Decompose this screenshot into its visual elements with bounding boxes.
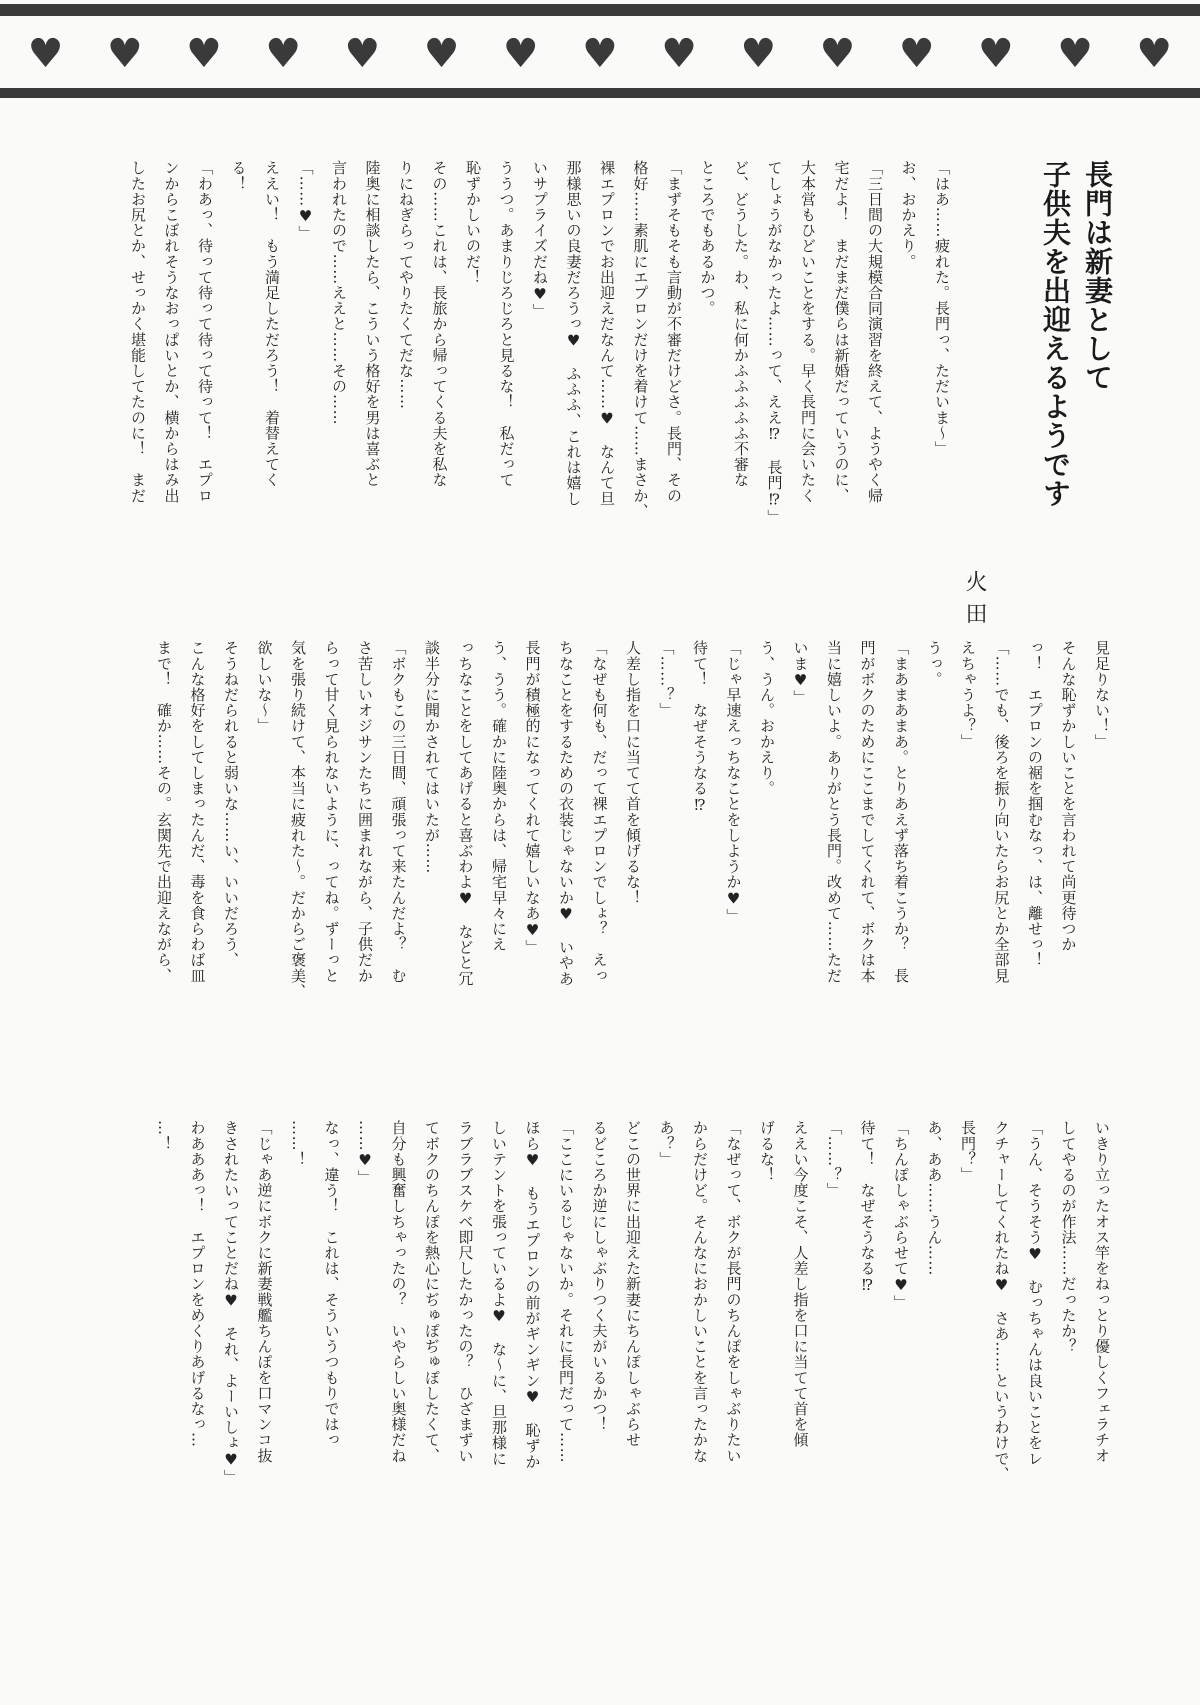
story-page: [108, 160, 1118, 1660]
text-line: ど、どうした。わ、私に何かふふふふふ不審な: [732, 160, 750, 488]
text-line: 宅だよ！ まだまだ僕らは新婚だっていうのに、: [832, 160, 851, 504]
text-line: 欲しいな〜」: [255, 640, 274, 734]
text-line: えちゃうよ？」: [959, 640, 977, 750]
text-line: そんな恥ずかしいことを言われて尚更待つか: [1059, 640, 1078, 952]
heart-icon: ♥: [977, 31, 1014, 77]
text-line: 「じゃ早速えっちなことをしようか♥」: [724, 640, 743, 924]
text-line: ええい！ もう満足しただろう！ 着替えてく: [263, 160, 281, 488]
heart-icon: ♥: [898, 31, 935, 77]
text-line: さ苦しいオジサンたちに囲まれながら、子供だか: [356, 640, 374, 984]
text-line: 「うん、そうそう♥ むっちゃんは良いことをレ: [1026, 1120, 1044, 1467]
text-line: いサプライズだね♥」: [531, 160, 549, 319]
heart-icon: ♥: [344, 31, 381, 77]
text-line: っちなことをしてあげると喜ぶわよ♥ などと冗: [456, 640, 475, 987]
text-line: 「ボクもこの三日間、頑張って来たんだよ？ む: [389, 640, 408, 984]
text-line: どこの世界に出迎えた新妻にちんぽしゃぶらせ: [624, 1120, 642, 1448]
text-line: 自分も興奮しちゃったの？ いやらしい奥様だね: [389, 1120, 408, 1464]
text-line: 門がボクのためにここまでしてくれて、ボクは本: [858, 640, 877, 984]
heart-border: [0, 26, 1200, 82]
text-line: したお尻とか、せっかく堪能してたのに！ まだ: [129, 160, 147, 504]
text-line: 「じゃあ逆にボクに新妻戦艦ちんぽを口マンコ抜: [255, 1120, 274, 1464]
heart-icon: ♥: [423, 31, 460, 77]
text-line: いきり立ったオス竿をねっとり優しくフェラチオ: [1093, 1120, 1111, 1464]
text-column-bottom: [108, 1120, 1118, 1560]
text-line: う、うん。おかえり。: [758, 640, 776, 796]
text-line: 待て！ なぜそうなる⁉: [691, 640, 709, 815]
text-line: あ？」: [657, 1120, 676, 1167]
text-line: そうねだられると弱いな……い、いいだろう、: [222, 640, 240, 968]
text-line: 「はあ……疲れた。長門っ、ただいま〜」: [933, 160, 951, 457]
text-line: 「……でも、後ろを振り向いたらお尻とか全部見: [992, 640, 1011, 984]
text-line: 見足りない！」: [1093, 640, 1111, 750]
text-line: …！: [155, 1120, 173, 1152]
text-line: 長門が積極的になってくれて嬉しいなあ♥」: [523, 640, 542, 955]
text-line: なっ、違う！ これは、そういうつもりではっ: [322, 1120, 341, 1448]
text-line: う、うう。確かに陸奥からは、帰宅早々にえ: [490, 640, 508, 952]
heart-icon: ♥: [1136, 31, 1173, 77]
text-line: らって甘く見られないように、ってね。ずーっと: [322, 640, 341, 984]
text-line: からだけど。そんなにおかしいことを言ったかな: [691, 1120, 709, 1464]
text-line: りにねぎらってやりたくてだな……: [397, 160, 415, 410]
text-line: その……これは、長旅から帰ってくる夫を私な: [430, 160, 449, 488]
text-line: 「……？」: [825, 1120, 843, 1198]
text-line: ほら♥ もうエプロンの前がギンギン♥ 恥ずか: [523, 1120, 542, 1470]
text-line: 「なぜも何も、だって裸エプロンでしょ？ えっ: [590, 640, 609, 984]
heart-icon: ♥: [819, 31, 856, 77]
text-line: 人差し指を口に当てて首を傾げるな！: [624, 640, 642, 906]
heart-icon: ♥: [581, 31, 618, 77]
text-line: 陸奥に相談したら、こういう格好を男は喜ぶと: [363, 160, 382, 488]
text-line: してやるのが作法……だったか？: [1059, 1120, 1078, 1354]
heart-icon: ♥: [740, 31, 777, 77]
text-line: お、おかえり。: [899, 160, 918, 270]
text-line: 長門？」: [959, 1120, 977, 1183]
text-line: ところでもあるかつ。: [698, 160, 717, 316]
top-border-bar: [0, 4, 1200, 16]
heart-icon: ♥: [265, 31, 302, 77]
text-line: 待て！ なぜそうなる⁉: [858, 1120, 877, 1295]
text-line: 「三日間の大規模合同演習を終えて、ようやく帰: [866, 160, 884, 504]
text-line: げるな！: [758, 1120, 776, 1183]
text-line: 「なぜって、ボクが長門のちんぽをしゃぶりたい: [724, 1120, 743, 1464]
text-line: 裸エプロンでお出迎えだなんて……♥ なんて旦: [598, 160, 616, 507]
text-line: 「……♥」: [296, 160, 315, 241]
text-line: 当に嬉しいよ。ありがとう長門。改めて……ただ: [825, 640, 843, 984]
text-column-middle: [108, 640, 1118, 1090]
heart-icon: ♥: [27, 31, 64, 77]
text-line: っ！ エプロンの裾を掴むなっ、は、離せっ！: [1026, 640, 1044, 968]
text-line: しいテントを張っているよ♥ な〜に、旦那様に: [490, 1120, 508, 1467]
text-line: ちなことをするための衣装じゃないか♥ いやあ: [557, 640, 575, 987]
text-line: ……！: [289, 1120, 307, 1167]
text-line: ううつ。あまりじろじろと見るな！ 私だって: [497, 160, 516, 488]
text-line: るどころか逆にしゃぶりつく夫がいるかつ！: [590, 1120, 609, 1432]
text-line: てしょうがなかったよ……って、ええ⁉ 長門⁉」: [765, 160, 784, 525]
text-column-top: [98, 160, 958, 610]
text-line: 「まずそもそも言動が不審だけどさ。長門、その: [665, 160, 683, 504]
text-line: 言われたので……ええと……その……: [330, 160, 348, 426]
text-line: こんな格好をしてしまったんだ、毒を食らわば皿: [188, 640, 207, 984]
text-line: 「わあっ、待って待って待って待って！ エプロ: [196, 160, 214, 504]
text-line: まで！ 確か……その。玄関先で出迎えながら、: [155, 640, 173, 984]
title-line-1: 長門は新妻として: [1081, 160, 1114, 392]
text-line: る！: [229, 160, 248, 192]
heart-icon: ♥: [661, 31, 698, 77]
text-line: ラブラブスケベ即尺したかったの？ ひざまずい: [456, 1120, 475, 1464]
title-line-2: 子供夫を出迎えるようです: [1039, 160, 1072, 508]
bottom-border-bar: [0, 88, 1200, 98]
text-line: わあああっ！ エプロンをめくりあげるなっ…: [188, 1120, 207, 1448]
text-line: 「ここにいるじゃないか。それに長門だって……: [557, 1120, 575, 1464]
author-name: 火田: [962, 570, 987, 634]
story-title: [1000, 160, 1118, 680]
heart-icon: ♥: [186, 31, 222, 77]
text-line: 「……？」: [657, 640, 676, 718]
text-line: 大本営もひどいことをする。早く長門に会いたく: [799, 160, 817, 504]
text-line: いま♥」: [791, 640, 810, 706]
text-line: 恥ずかしいのだ！: [464, 160, 482, 285]
text-line: クチャーしてくれたね♥ さあ……というわけで、: [992, 1120, 1011, 1482]
heart-icon: ♥: [1057, 31, 1093, 77]
heart-icon: ♥: [106, 31, 143, 77]
text-line: ええい今度こそ、人差し指を口に当てて首を傾: [791, 1120, 810, 1448]
text-line: 那様思いの良妻だろうっ♥ ふふふ、これは嬉し: [564, 160, 583, 507]
text-line: 談半分に聞かされてはいたが……: [423, 640, 441, 874]
heart-icon: ♥: [502, 31, 539, 77]
text-line: てボクのちんぽを熱心にぢゅぽぢゅぽしたくて、: [423, 1120, 441, 1464]
text-line: あ、ああ……うん……: [925, 1120, 944, 1276]
text-line: きされたいってことだね♥ それ、よーいしょ♥」: [222, 1120, 240, 1485]
text-line: ンからこぼれそうなおっぱいとか、横からはみ出: [162, 160, 181, 504]
text-line: 「まあまあまあ。とりあえず落ち着こうか？ 長: [892, 640, 910, 984]
text-line: ……♥」: [356, 1120, 374, 1186]
text-line: 「ちんぽしゃぶらせて♥」: [892, 1120, 910, 1311]
text-line: うっ。: [925, 640, 944, 687]
text-line: 格好……素肌にエプロンだけを着けて……まさか、: [631, 160, 650, 519]
text-line: 気を張り続けて、本当に疲れた〜。だからご褒美、: [289, 640, 307, 999]
